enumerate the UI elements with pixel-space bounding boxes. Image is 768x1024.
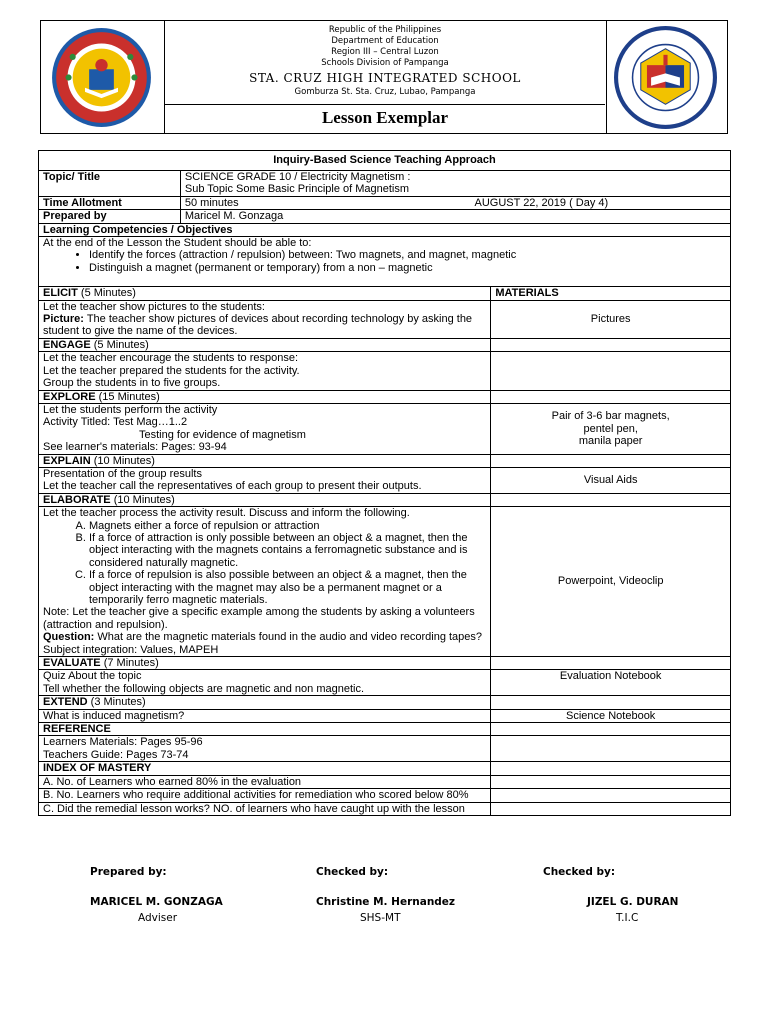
extend-label: EXTEND xyxy=(43,696,88,709)
elicit-picture-text xyxy=(43,313,486,338)
signatory-name: JIZEL G. DURAN xyxy=(587,896,679,908)
mastery-answer xyxy=(491,775,731,788)
signatory-name: MARICEL M. GONZAGA xyxy=(90,896,223,908)
elicit-line: Let the teacher show pictures to the students: xyxy=(43,300,265,313)
checked-by-label: Checked by: xyxy=(543,866,616,878)
engage-material xyxy=(491,352,731,390)
elaborate-body-row xyxy=(39,507,731,657)
objective-item: • Distinguish a magnet (permanent or temporary) from a non – magnetic xyxy=(89,262,726,274)
material-item: Pair of 3-6 bar magnets, xyxy=(551,410,670,423)
elaborate-material: Powerpoint, Videoclip xyxy=(491,507,731,657)
subtopic-line: Sub Topic Some Basic Principle of Magnetism xyxy=(184,183,410,196)
signatory-name: Christine M. Hernandez xyxy=(316,896,456,908)
explain-time: (10 Minutes) xyxy=(90,454,155,467)
extend-body: What is induced magnetism? xyxy=(39,709,491,722)
subject-integration: Subject integration: Values, MAPEH xyxy=(43,643,219,656)
objectives-intro: At the end of the Lesson the Student should be able to: xyxy=(43,237,312,250)
evaluate-line: Quiz About the topic xyxy=(43,670,142,683)
school-name: STA. CRUZ HIGH INTEGRATED SCHOOL xyxy=(249,71,521,85)
engage-label: ENGAGE xyxy=(43,338,91,351)
explain-body xyxy=(39,467,491,493)
explain-label: EXPLAIN xyxy=(43,454,91,467)
school-address: Gomburza St. Sta. Cruz, Lubao, Pampanga xyxy=(294,87,476,97)
reference-header-row xyxy=(39,723,731,736)
reference-material-header xyxy=(491,723,731,736)
explore-body-row xyxy=(39,403,731,454)
explain-heading xyxy=(39,454,491,467)
evaluate-time: (7 Minutes) xyxy=(100,657,159,670)
explain-line: Presentation of the group results xyxy=(43,467,202,480)
evaluate-material: Evaluation Notebook xyxy=(491,670,731,696)
extend-header-row xyxy=(39,696,731,709)
elaborate-label: ELABORATE xyxy=(43,493,111,506)
signatory-role: Adviser xyxy=(138,912,178,924)
explore-activity-title: Activity Titled: Test Mag…1..2 xyxy=(43,416,188,429)
elaborate-heading xyxy=(39,493,491,506)
evaluate-line: Tell whether the following objects are magnetic and non magnetic. xyxy=(43,682,365,695)
deped-seal-logo xyxy=(50,26,153,129)
elaborate-time: (10 Minutes) xyxy=(110,493,175,506)
header-text-block xyxy=(165,25,605,97)
evaluate-header-row xyxy=(39,657,731,670)
document-title: Lesson Exemplar xyxy=(321,108,449,127)
header-divider-right xyxy=(606,20,607,134)
elicit-time: (5 Minutes) xyxy=(77,287,136,300)
evaluate-body xyxy=(39,670,491,696)
explore-reference: See learner's materials: Pages: 93-94 xyxy=(43,441,227,454)
material-item: pentel pen, xyxy=(583,422,638,435)
explain-material-header xyxy=(491,454,731,467)
mastery-label: INDEX OF MASTERY xyxy=(39,762,491,775)
explore-label: EXPLORE xyxy=(43,390,96,403)
explore-heading xyxy=(39,390,491,403)
evaluate-heading xyxy=(39,657,491,670)
engage-line: Let the teacher encourage the students to response: xyxy=(43,352,299,365)
elicit-label: ELICIT xyxy=(43,287,78,300)
elaborate-question xyxy=(43,631,486,643)
time-value-cell xyxy=(180,196,730,209)
mastery-item: C. Did the remedial lesson works? NO. of learners who have caught up with the lesson xyxy=(39,802,491,815)
elaborate-list xyxy=(43,520,486,607)
reference-body xyxy=(39,736,491,762)
engage-body xyxy=(39,352,491,390)
explore-activity-subtitle: Testing for evidence of magnetism xyxy=(139,428,306,441)
materials-header: MATERIALS xyxy=(491,287,731,300)
picture-description: The teacher show pictures of devices about recording technology by asking the student to give the name of the devices. xyxy=(43,313,473,338)
elicit-material: Pictures xyxy=(491,300,731,338)
engage-body-row xyxy=(39,352,731,390)
checked-by-label: Checked by: xyxy=(316,866,389,878)
elaborate-item: C. If a force of repulsion is also possible between an object & a magnet, then the object interacting with the magnet may also be a permanent magnet or a temporarily ferro magnetic materials. xyxy=(89,569,486,606)
explore-line: Let the students perform the activity xyxy=(43,403,218,416)
explore-body xyxy=(39,403,491,454)
topic-line: SCIENCE GRADE 10 / Electricity Magnetism : xyxy=(184,171,411,183)
approach-row xyxy=(39,151,731,171)
explain-line: Let the teacher call the representatives of each group to present their outputs. xyxy=(43,480,422,493)
elaborate-header-row xyxy=(39,493,731,506)
mastery-answer xyxy=(491,789,731,802)
prepared-by-label: Prepared by: xyxy=(90,866,167,878)
objectives-list xyxy=(43,249,726,274)
mastery-row-a xyxy=(39,775,731,788)
header-line-republic: Republic of the Philippines xyxy=(328,25,442,35)
elicit-body-row xyxy=(39,300,731,338)
elicit-header-row xyxy=(39,287,731,300)
elicit-heading xyxy=(39,287,491,300)
mastery-row-c xyxy=(39,802,731,815)
engage-heading xyxy=(39,338,491,351)
time-row xyxy=(39,196,731,209)
school-seal-logo xyxy=(614,26,717,129)
document-header xyxy=(40,20,730,135)
mastery-item: A. No. of Learners who earned 80% in the evaluation xyxy=(39,775,491,788)
competencies-label: Learning Competencies / Objectives xyxy=(39,223,731,236)
mastery-answer xyxy=(491,802,731,815)
elaborate-note: Note: Let the teacher give a specific example among the students by asking a volunteers (attraction and repulsion). xyxy=(43,606,475,631)
material-item: manila paper xyxy=(578,434,643,447)
topic-row xyxy=(39,171,731,197)
elaborate-body xyxy=(39,507,491,657)
engage-line: Let the teacher prepared the students for the activity. xyxy=(43,364,300,377)
explain-material: Visual Aids xyxy=(491,467,731,493)
question-text: What are the magnetic materials found in the audio and video recording tapes? xyxy=(94,631,483,644)
explore-header-row xyxy=(39,390,731,403)
mastery-material-header xyxy=(491,762,731,775)
approach-title: Inquiry-Based Science Teaching Approach xyxy=(39,151,731,171)
reference-line: Learners Materials: Pages 95-96 xyxy=(43,736,203,749)
extend-material-header xyxy=(491,696,731,709)
header-line-department: Department of Education xyxy=(331,36,439,46)
header-line-region: Region III – Central Luzon xyxy=(331,47,439,57)
mastery-row-b xyxy=(39,789,731,802)
objectives-row xyxy=(39,237,731,287)
extend-time: (3 Minutes) xyxy=(87,696,146,709)
header-line-division: Schools Division of Pampanga xyxy=(321,58,449,68)
extend-material: Science Notebook xyxy=(491,709,731,722)
competencies-row xyxy=(39,223,731,236)
engage-material-header xyxy=(491,338,731,351)
header-title-divider xyxy=(165,104,605,105)
explain-header-row xyxy=(39,454,731,467)
engage-line: Group the students in to five groups. xyxy=(43,377,221,390)
reference-line: Teachers Guide: Pages 73-74 xyxy=(43,748,189,761)
picture-label: Picture: xyxy=(43,313,84,326)
mastery-header-row xyxy=(39,762,731,775)
extend-body-row xyxy=(39,709,731,722)
signatory-role: T.I.C xyxy=(616,912,639,924)
prepared-row xyxy=(39,210,731,223)
lesson-table xyxy=(38,150,731,816)
reference-label: REFERENCE xyxy=(39,723,491,736)
elaborate-item: A. Magnets either a force of repulsion or attraction xyxy=(89,520,486,532)
evaluate-body-row xyxy=(39,670,731,696)
lesson-date: AUGUST 22, 2019 ( Day 4) xyxy=(474,196,609,209)
question-label: Question: xyxy=(43,631,95,644)
evaluate-label: EVALUATE xyxy=(43,657,101,670)
signature-block xyxy=(0,866,768,936)
elicit-body xyxy=(39,300,491,338)
explain-body-row xyxy=(39,467,731,493)
evaluate-material-header xyxy=(491,657,731,670)
signatory-role: SHS-MT xyxy=(360,912,401,924)
explore-material-header xyxy=(491,390,731,403)
topic-label: Topic/ Title xyxy=(39,171,181,197)
elaborate-material-header xyxy=(491,493,731,506)
topic-value xyxy=(180,171,730,197)
reference-body-row xyxy=(39,736,731,762)
explore-time: (15 Minutes) xyxy=(95,390,160,403)
explore-materials xyxy=(491,403,731,454)
elaborate-line: Let the teacher process the activity result. Discuss and inform the following. xyxy=(43,507,410,520)
engage-time: (5 Minutes) xyxy=(90,338,149,351)
engage-header-row xyxy=(39,338,731,351)
time-label: Time Allotment xyxy=(39,196,181,209)
objective-item: • Identify the forces (attraction / repulsion) between: Two magnets, and magnet, magnetic xyxy=(89,249,726,261)
mastery-item: B. No. Learners who require additional activities for remediation who scored below 80% xyxy=(39,789,491,802)
extend-heading xyxy=(39,696,491,709)
objectives-cell xyxy=(39,237,731,287)
prepared-label: Prepared by xyxy=(39,210,181,223)
time-value: 50 minutes xyxy=(184,196,239,209)
reference-material xyxy=(491,736,731,762)
elaborate-item: B. If a force of attraction is only possible between an object & a magnet, then the object interacting with the magnets contains a ferromagnetic substance and is considered naturally magnetic. xyxy=(89,532,486,569)
prepared-value: Maricel M. Gonzaga xyxy=(180,210,730,223)
